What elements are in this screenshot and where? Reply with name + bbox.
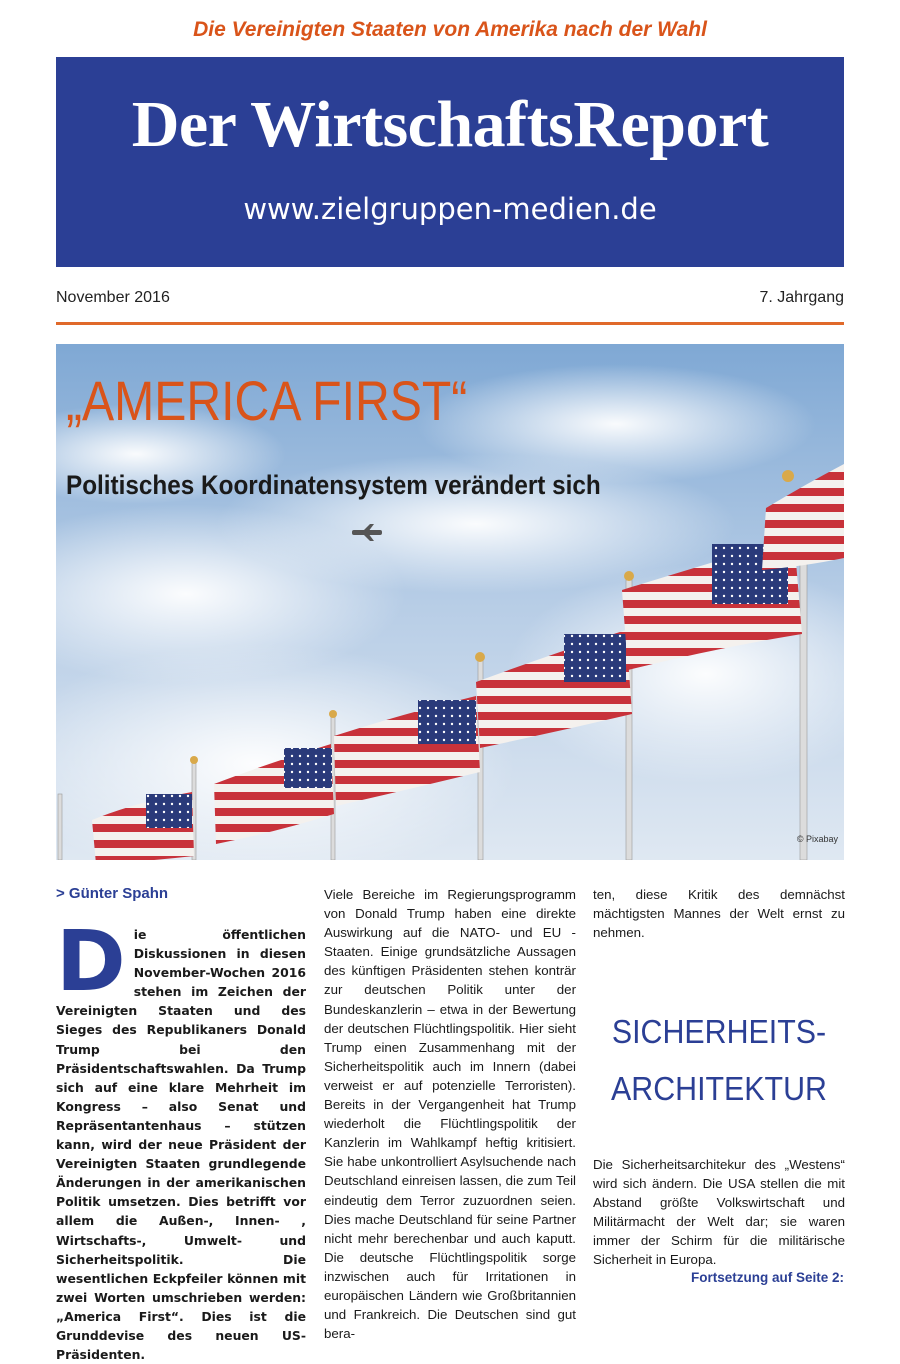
issue-date: November 2016 bbox=[56, 289, 170, 306]
article-column-3: ten, diese Kritik des demnächst mächtigsten Mannes der Welt ernst zu nehmen. bbox=[593, 887, 845, 941]
hero-headline: „AMERICA FIRST“ bbox=[66, 369, 468, 432]
dropcap-letter: D bbox=[56, 912, 126, 1010]
section-heading bbox=[603, 1003, 835, 1117]
divider-rule bbox=[56, 322, 844, 325]
masthead-url[interactable]: www.zielgruppen-medien.de bbox=[243, 192, 657, 226]
photo-credit: © Pixabay bbox=[796, 834, 838, 844]
article-column-1 bbox=[56, 912, 306, 1364]
hero-subhead: Politisches Koordinatensystem verändert sich bbox=[66, 470, 601, 500]
author-byline: > Günter Spahn bbox=[56, 885, 169, 902]
section-heading-line-2: ARCHITEKTUR bbox=[611, 1070, 827, 1107]
section-heading-line-1: SICHERHEITS- bbox=[611, 1013, 827, 1050]
issue-volume: 7. Jahrgang bbox=[759, 289, 844, 306]
article-column-2: Viele Bereiche im Regierungsprogramm von Donald Trump haben eine direkte Auswirkung auf die NATO- und EU -Staaten. Einige grundsätzliche Aussagen des künftigen Präsidenten stehen konträr zur deutschen Politik unter der Bundeskanzlerin – etwa in der Bewertung der deutschen Flüchtlingspolitik. Hier sieht Trump einen Zusammenhang mit der Sicherheitspolitik auch im Innern (dabei verweist er auf potenzielle Terroristen). Bereits in der Vergangenheit hat Trump wiederholt die Flüchtlingspolitik der Kanzlerin im Wahlkampf heftig kritisiert. Sie habe unkontrolliert Asylsuchende nach Deutschland einreisen lassen, die zum Teil eindeutig dem Terror zuzuordnen seien. Dies mache Deutschland für seine Partner nicht mehr berechenbar und auch kaputt. Die deutsche Flüchtlingspolitik sorge inzwischen auch für Irritationen in europäischen Ländern wie Großbritannien und Frankreich. Die Deutschen sind gut bera- bbox=[324, 887, 576, 1342]
continued-link[interactable]: Fortsetzung auf Seite 2: bbox=[690, 1270, 844, 1285]
masthead bbox=[56, 57, 844, 267]
masthead-title: Der WirtschaftsReport bbox=[131, 88, 769, 161]
kicker-line: Die Vereinigten Staaten von Amerika nach der Wahl bbox=[193, 18, 707, 41]
column-1-text: ie öffentlichen Diskussionen in diesen November-Wochen 2016 stehen im Zeichen der Vereinigten Staaten und des Sieges des Republikaners Donald Trump bei den Präsidentschaftswahlen. Da Trump sich auf eine klare Mehrheit im Kongress – also Senat und Repräsentantenhaus – stützen kann, wird der neue Präsident der Vereinigten Staaten grundlegende Änderungen in der amerikanischen Politik umsetzen. Dies betrifft vor allem die Außen-, Innen- , Wirtschafts-, Umwelt- und Sicherheitspolitik. Die wesentlichen Eckpfeiler können mit zwei Worten umschrieben werden: „America First“. Dies ist die Grunddevise des neuen US-Präsidenten. bbox=[56, 927, 306, 1363]
article-column-3-body: Die Sicherheitsarchitekur des „Westens“ wird sich ändern. Die USA stellen die mit Abstand größte Volkswirtschaft und Militärmacht der Welt dar; sie waren immer der Schirm für die militärische Sicherheit in Europa. bbox=[593, 1157, 845, 1268]
